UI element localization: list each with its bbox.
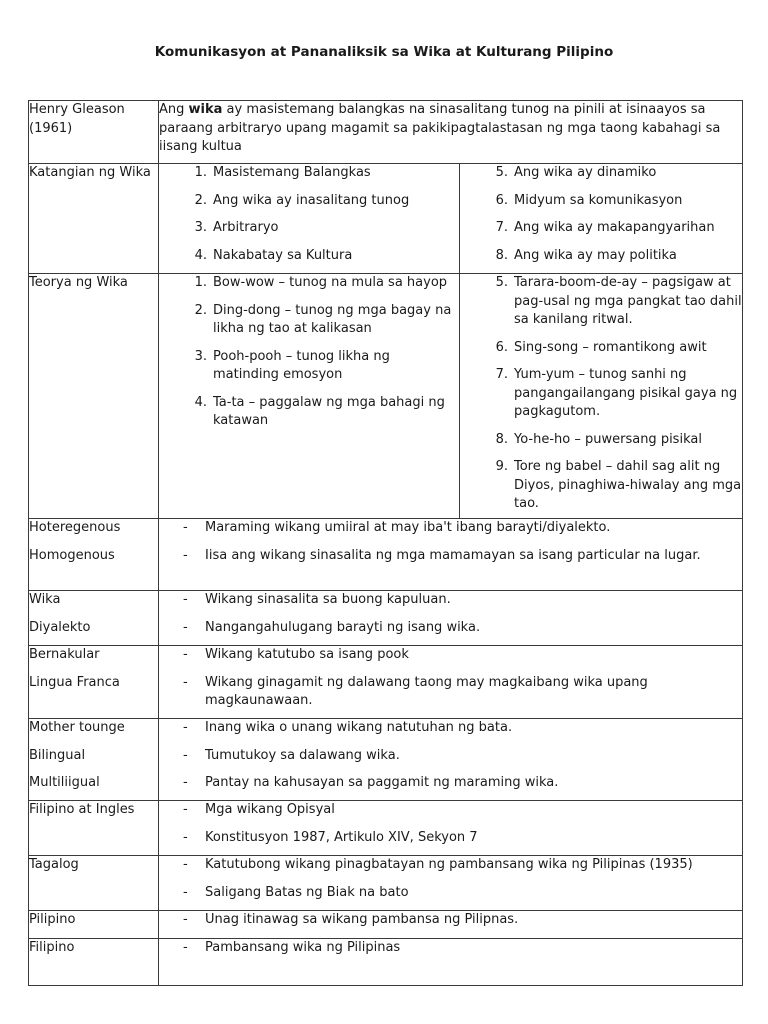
teorya-list-right (460, 274, 742, 514)
definition-text: Pambansang wika ng Pilipinas (205, 940, 401, 955)
notes-table (28, 100, 743, 986)
dash-bullet: - (183, 857, 188, 872)
definition-cell (159, 939, 743, 986)
list-item (159, 302, 459, 339)
definition-cell (159, 591, 743, 646)
item-number: 7. (495, 220, 508, 235)
item-text: Tore ng babel – dahil sag alit ng Diyos, pinaghiwa-hiwalay ang mga tao. (514, 459, 742, 511)
list-item (460, 247, 742, 266)
definition-cell (159, 719, 743, 801)
list-item (460, 366, 742, 422)
item-number: 1. (194, 275, 207, 290)
term-label: Tagalog (29, 857, 79, 872)
list-item (460, 274, 742, 330)
document-title: Komunikasyon at Pananaliksik sa Wika at Kulturang Pilipino (154, 44, 614, 60)
term-cell (29, 939, 159, 986)
definition-item (159, 747, 742, 766)
item-number: 3. (194, 348, 207, 364)
list-item (159, 247, 459, 266)
item-number: 8. (495, 431, 508, 447)
term-cell (29, 719, 159, 801)
list-item (159, 394, 459, 431)
katangian-right-cell (460, 164, 743, 274)
item-number: 8. (495, 247, 508, 263)
definition-text: Tumutukoy sa dalawang wika. (205, 747, 400, 763)
item-text: Tarara-boom-de-ay – pagsigaw at pag-usal ng mga pangkat tao dahil sa kanilang ritwal. (514, 275, 742, 327)
term-teorya: Teorya ng Wika (29, 275, 128, 290)
definition-item (159, 884, 742, 903)
term-cell (29, 274, 159, 519)
term-cell (29, 856, 159, 911)
definition-text: Katutubong wikang pinagbatayan ng pambansang wika ng Pilipinas (1935) (205, 857, 693, 872)
item-number: 2. (194, 302, 207, 318)
definition-item (159, 911, 742, 930)
item-number: 6. (495, 339, 508, 355)
item-number: 4. (194, 247, 207, 263)
item-number: 5. (495, 275, 508, 290)
list-item (159, 164, 459, 183)
teorya-left-cell (159, 274, 460, 519)
definition-item (159, 774, 742, 793)
item-text: Masistemang Balangkas (213, 165, 371, 180)
definition-text: Unag itinawag sa wikang pambansa ng Pilipnas. (205, 912, 519, 927)
list-item (460, 431, 742, 450)
dash-bullet: - (183, 647, 188, 662)
item-text: Yum-yum – tunog sanhi ng pangangailangang pisikal gaya ng pagkagutom. (514, 367, 738, 419)
term-label: Diyalekto (29, 619, 91, 635)
table-row (29, 856, 743, 911)
item-text: Pooh-pooh – tunog likha ng matinding emosyon (213, 348, 390, 382)
term-label: Filipino at Ingles (29, 802, 135, 817)
item-number: 1. (194, 165, 207, 180)
dash-bullet: - (183, 912, 188, 927)
table-row (29, 719, 743, 801)
list-item (159, 192, 459, 211)
definition-cell (159, 801, 743, 856)
term-label: Lingua Franca (29, 674, 120, 690)
list-item (460, 219, 742, 238)
definition-text: Maraming wikang umiiral at may iba't ibang barayti/diyalekto. (205, 520, 611, 535)
list-item (159, 219, 459, 238)
definition-item (159, 939, 742, 958)
dash-bullet: - (183, 619, 188, 635)
table-row (29, 646, 743, 719)
term-henry-gleason: Henry Gleason (1961) (29, 102, 125, 136)
term-label: Homogenous (29, 547, 115, 563)
definition-cell (159, 911, 743, 939)
item-number: 5. (495, 165, 508, 180)
item-text: Midyum sa komunikasyon (514, 192, 683, 208)
term-label: Pilipino (29, 912, 76, 927)
term-label: Filipino (29, 940, 75, 955)
table-row (29, 911, 743, 939)
item-text: Sing-song – romantikong awit (514, 339, 707, 355)
dash-bullet: - (183, 940, 188, 955)
item-number: 2. (194, 192, 207, 208)
term-label: Bilingual (29, 747, 86, 763)
katangian-left-cell (159, 164, 460, 274)
definition-item (159, 801, 742, 820)
dash-bullet: - (183, 747, 188, 763)
term-cell (29, 646, 159, 719)
term-cell (29, 801, 159, 856)
item-text: Ang wika ay makapangyarihan (514, 220, 715, 235)
definition-item (159, 619, 742, 638)
definition-item (159, 646, 742, 665)
definition-text: Pantay na kahusayan sa paggamit ng maraming wika. (205, 775, 559, 790)
dash-bullet: - (183, 829, 188, 845)
definition-cell (159, 856, 743, 911)
definition-text: Konstitusyon 1987, Artikulo XIV, Sekyon 7 (205, 829, 478, 845)
item-text: Ang wika ay dinamiko (514, 165, 657, 180)
item-number: 9. (495, 459, 508, 474)
term-label: Mother tounge (29, 720, 125, 735)
term-cell (29, 911, 159, 939)
term-cell (29, 101, 159, 164)
dash-bullet: - (183, 720, 188, 735)
row-teorya (29, 274, 743, 519)
item-text: Yo-he-ho – puwersang pisikal (514, 431, 702, 447)
list-item (159, 274, 459, 293)
item-text: Ding-dong – tunog ng mga bagay na likha ng tao at kalikasan (213, 302, 452, 336)
katangian-list-left (159, 164, 459, 265)
dash-bullet: - (183, 884, 188, 900)
list-item (159, 348, 459, 385)
row-katangian (29, 164, 743, 274)
definition-text-start: Ang (159, 102, 189, 117)
definition-cell (159, 646, 743, 719)
term-cell (29, 164, 159, 274)
katangian-list-right (460, 164, 742, 265)
definition-item (159, 519, 742, 538)
definition-keyword-wika: wika (188, 102, 223, 117)
list-item (460, 192, 742, 211)
term-katangian: Katangian ng Wika (29, 165, 151, 180)
teorya-right-cell (460, 274, 743, 519)
dash-bullet: - (183, 520, 188, 535)
item-text: Ang wika ay inasalitang tunog (213, 192, 410, 208)
table-row (29, 939, 743, 986)
item-number: 6. (495, 192, 508, 208)
term-cell (29, 591, 159, 646)
definition-item (159, 591, 742, 610)
term-label: Multiliigual (29, 775, 100, 790)
term-cell (29, 519, 159, 591)
definition-text: Wikang ginagamit ng dalawang taong may magkaibang wika upang magkaunawaan. (205, 674, 648, 708)
definition-item (159, 547, 742, 566)
term-label: Bernakular (29, 647, 100, 662)
dash-bullet: - (183, 775, 188, 790)
dash-bullet: - (183, 547, 188, 563)
definition-item (159, 674, 742, 711)
definition-item (159, 856, 742, 875)
list-item (460, 458, 742, 514)
term-label: Hoteregenous (29, 520, 121, 535)
table-row (29, 591, 743, 646)
item-number: 7. (495, 367, 508, 382)
definition-cell (159, 519, 743, 591)
term-label: Wika (29, 592, 61, 607)
row-gleason (29, 101, 743, 164)
definition-text: Nangangahulugang barayti ng isang wika. (205, 619, 481, 635)
dash-bullet: - (183, 592, 188, 607)
definition-text-rest: ay masistemang balangkas na sinasalitang tunog na pinili at isinaayos sa paraang arbitraryo upang magamit sa pakikipagtalastasan ng mga taong kabahagi sa iisang kultua (159, 102, 721, 154)
item-text: Ang wika ay may politika (514, 247, 677, 263)
list-item (460, 164, 742, 183)
item-text: Ta-ta – paggalaw ng mga bahagi ng katawan (213, 394, 445, 428)
definition-cell (159, 101, 743, 164)
item-text: Arbitraryo (213, 220, 279, 235)
dash-bullet: - (183, 674, 188, 690)
definition-text: Mga wikang Opisyal (205, 802, 335, 817)
table-row (29, 801, 743, 856)
dash-bullet: - (183, 802, 188, 817)
definition-text: Wikang sinasalita sa buong kapuluan. (205, 592, 451, 607)
definition-item (159, 829, 742, 848)
definition-text: Iisa ang wikang sinasalita ng mga mamamayan sa isang particular na lugar. (205, 547, 701, 563)
definition-text: Wikang katutubo sa isang pook (205, 647, 409, 662)
list-item (460, 339, 742, 358)
item-text: Nakabatay sa Kultura (213, 247, 353, 263)
definition-text: Inang wika o unang wikang natutuhan ng bata. (205, 720, 513, 735)
definition-text: Saligang Batas ng Biak na bato (205, 884, 409, 900)
definition-item (159, 719, 742, 738)
teorya-list-left (159, 274, 459, 431)
item-number: 4. (194, 394, 207, 410)
item-text: Bow-wow – tunog na mula sa hayop (213, 275, 448, 290)
table-row (29, 519, 743, 591)
item-number: 3. (194, 220, 207, 235)
